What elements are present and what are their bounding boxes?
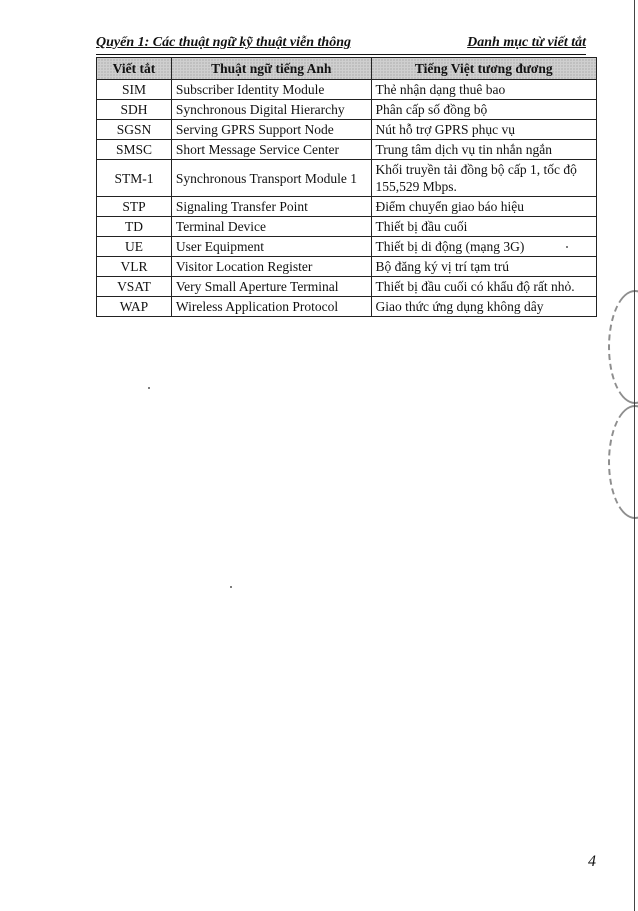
english-term-cell: Signaling Transfer Point <box>171 197 371 217</box>
vietnamese-term-cell: Điểm chuyển giao báo hiệu <box>371 197 596 217</box>
abbreviation-cell: UE <box>97 237 172 257</box>
page-header <box>96 34 586 55</box>
table-row <box>97 140 597 160</box>
vietnamese-term-cell: Thiết bị đầu cuối có khẩu độ rất nhỏ. <box>371 277 596 297</box>
abbreviation-cell: SDH <box>97 100 172 120</box>
abbreviation-cell: WAP <box>97 297 172 317</box>
table-row <box>97 217 597 237</box>
stamp-mark <box>608 405 638 519</box>
scan-speck <box>230 586 232 588</box>
table-row <box>97 197 597 217</box>
english-term-cell: Serving GPRS Support Node <box>171 120 371 140</box>
table-row <box>97 277 597 297</box>
vietnamese-term-cell: Trung tâm dịch vụ tin nhắn ngắn <box>371 140 596 160</box>
table-row <box>97 257 597 277</box>
scan-speck <box>148 387 150 389</box>
english-term-cell: Terminal Device <box>171 217 371 237</box>
table-row <box>97 120 597 140</box>
abbreviation-cell: STP <box>97 197 172 217</box>
vietnamese-term-cell: Phân cấp số đồng bộ <box>371 100 596 120</box>
english-term-cell: Visitor Location Register <box>171 257 371 277</box>
book-title: Quyển 1: Các thuật ngữ kỹ thuật viễn thông <box>96 35 351 50</box>
english-term-cell: Synchronous Transport Module 1 <box>171 160 371 197</box>
vietnamese-term-cell: Nút hỗ trợ GPRS phục vụ <box>371 120 596 140</box>
page-number: 4 <box>588 853 596 870</box>
abbreviation-cell: VLR <box>97 257 172 277</box>
table-row <box>97 297 597 317</box>
scan-speck <box>566 246 568 248</box>
vietnamese-term-cell: Thiết bị đầu cuối <box>371 217 596 237</box>
column-header-vietnamese-term: Tiếng Việt tương đương <box>371 58 596 80</box>
abbreviation-cell: SMSC <box>97 140 172 160</box>
vietnamese-term-cell: Bộ đăng ký vị trí tạm trú <box>371 257 596 277</box>
abbreviation-cell: VSAT <box>97 277 172 297</box>
english-term-cell: Subscriber Identity Module <box>171 80 371 100</box>
abbreviation-cell: STM-1 <box>97 160 172 197</box>
stamp-mark <box>608 290 638 404</box>
english-term-cell: Synchronous Digital Hierarchy <box>171 100 371 120</box>
abbreviation-cell: SIM <box>97 80 172 100</box>
table-row <box>97 160 597 197</box>
abbreviation-cell: SGSN <box>97 120 172 140</box>
english-term-cell: Wireless Application Protocol <box>171 297 371 317</box>
vietnamese-term-cell: Giao thức ứng dụng không dây <box>371 297 596 317</box>
table-header-row <box>97 58 597 80</box>
table-row <box>97 100 597 120</box>
english-term-cell: Short Message Service Center <box>171 140 371 160</box>
column-header-english-term: Thuật ngữ tiếng Anh <box>171 58 371 80</box>
abbreviation-table <box>96 57 597 317</box>
english-term-cell: Very Small Aperture Terminal <box>171 277 371 297</box>
vietnamese-term-cell: Thiết bị di động (mạng 3G) <box>371 237 596 257</box>
vietnamese-term-cell: Khối truyền tải đồng bộ cấp 1, tốc độ 155,529 Mbps. <box>371 160 596 197</box>
section-title: Danh mục từ viết tắt <box>467 35 586 50</box>
table-row <box>97 80 597 100</box>
vietnamese-term-cell: Thẻ nhận dạng thuê bao <box>371 80 596 100</box>
table-row <box>97 237 597 257</box>
abbreviation-cell: TD <box>97 217 172 237</box>
english-term-cell: User Equipment <box>171 237 371 257</box>
column-header-abbreviation: Viết tắt <box>97 58 172 80</box>
